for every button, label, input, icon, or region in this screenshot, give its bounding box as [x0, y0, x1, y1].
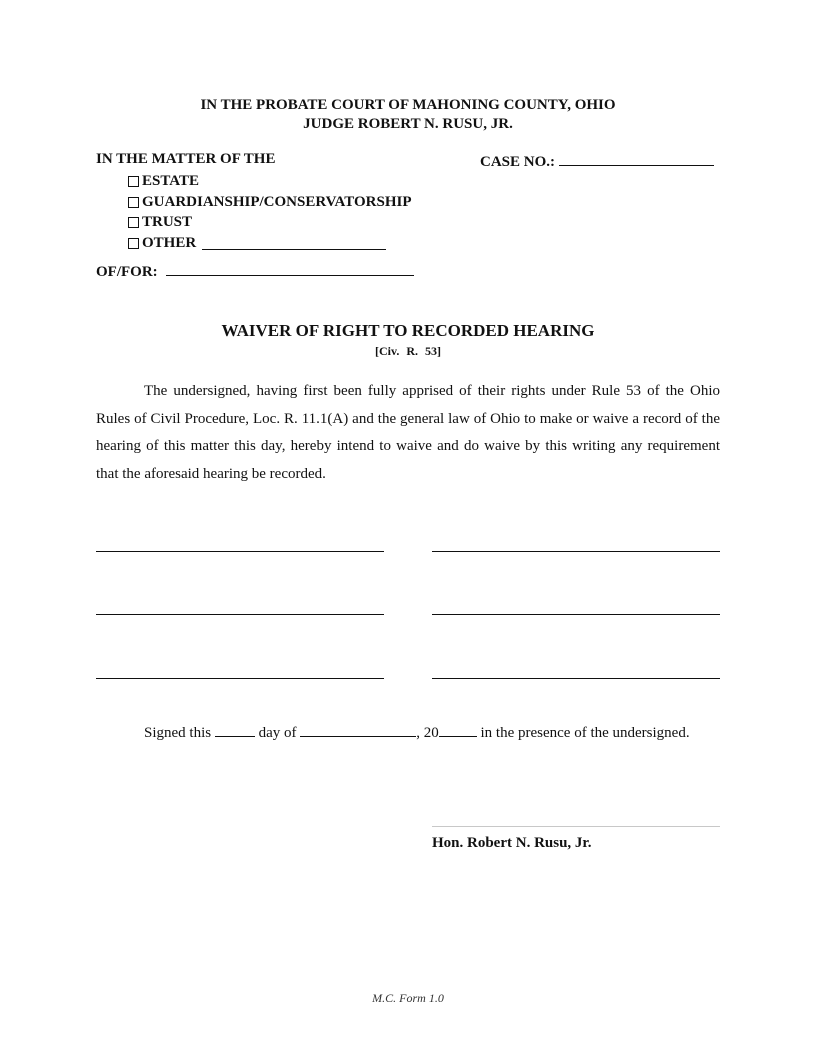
- option-guardianship[interactable]: [128, 192, 412, 213]
- case-number-label: CASE NO.:: [480, 154, 556, 170]
- day-of-label: day of: [258, 725, 297, 741]
- checkbox-guardianship[interactable]: [128, 197, 139, 208]
- checkbox-other[interactable]: [128, 238, 139, 249]
- month-blank[interactable]: [300, 724, 416, 737]
- signed-prefix: Signed this: [144, 725, 212, 741]
- form-title: WAIVER OF RIGHT TO RECORDED HEARING: [221, 321, 595, 340]
- checkbox-estate[interactable]: [128, 176, 139, 187]
- waiver-text: The undersigned, having first been fully apprised of their rights under Rule 53 of the Ohio Rules of Civil Procedure, Loc. R. 11.1(A) and the general law of Ohio to make or waive a record of the hearing of this matter this day, hereby intend to waive and do waive by this writing any requirement that the aforesaid hearing be recorded.: [96, 383, 720, 482]
- rule-reference: [Civ. R. 53]: [375, 344, 441, 358]
- matter-options: [128, 171, 412, 254]
- signature-line-right-2[interactable]: [432, 614, 720, 615]
- signed-suffix: in the presence of the undersigned.: [480, 725, 690, 741]
- case-number-line[interactable]: [559, 151, 714, 166]
- option-other-label: OTHER: [142, 234, 197, 251]
- case-number-field: [480, 151, 714, 171]
- form-id: M.C. Form 1.0: [372, 991, 444, 1005]
- judge-signature-name: Hon. Robert N. Rusu, Jr.: [432, 835, 592, 851]
- option-trust-label: TRUST: [142, 214, 193, 231]
- option-estate[interactable]: [128, 171, 412, 192]
- day-blank[interactable]: [215, 724, 255, 737]
- year-blank[interactable]: [439, 724, 477, 737]
- signature-line-right-1[interactable]: [432, 551, 720, 552]
- court-header: [0, 96, 816, 134]
- other-specify-line[interactable]: [202, 236, 386, 250]
- signature-line-left-1[interactable]: [96, 551, 384, 552]
- signature-line-right-3[interactable]: [432, 678, 720, 679]
- option-trust[interactable]: [128, 212, 412, 233]
- matter-label: IN THE MATTER OF THE: [96, 151, 276, 167]
- checkbox-trust[interactable]: [128, 217, 139, 228]
- year-prefix: , 20: [416, 725, 439, 741]
- signature-line-left-2[interactable]: [96, 614, 384, 615]
- offor-label: OF/FOR:: [96, 264, 158, 280]
- offor-field: [96, 262, 414, 281]
- offor-line[interactable]: [166, 262, 414, 276]
- signature-line-left-3[interactable]: [96, 678, 384, 679]
- judge-name-header: JUDGE ROBERT N. RUSU, JR.: [303, 116, 513, 132]
- waiver-paragraph: [96, 378, 720, 488]
- signed-statement: [144, 724, 690, 742]
- option-guardianship-label: GUARDIANSHIP/CONSERVATORSHIP: [142, 193, 412, 210]
- option-estate-label: ESTATE: [142, 172, 199, 189]
- judge-signature-line[interactable]: [432, 826, 720, 827]
- option-other[interactable]: [128, 233, 412, 254]
- court-name: IN THE PROBATE COURT OF MAHONING COUNTY, OHIO: [200, 97, 616, 113]
